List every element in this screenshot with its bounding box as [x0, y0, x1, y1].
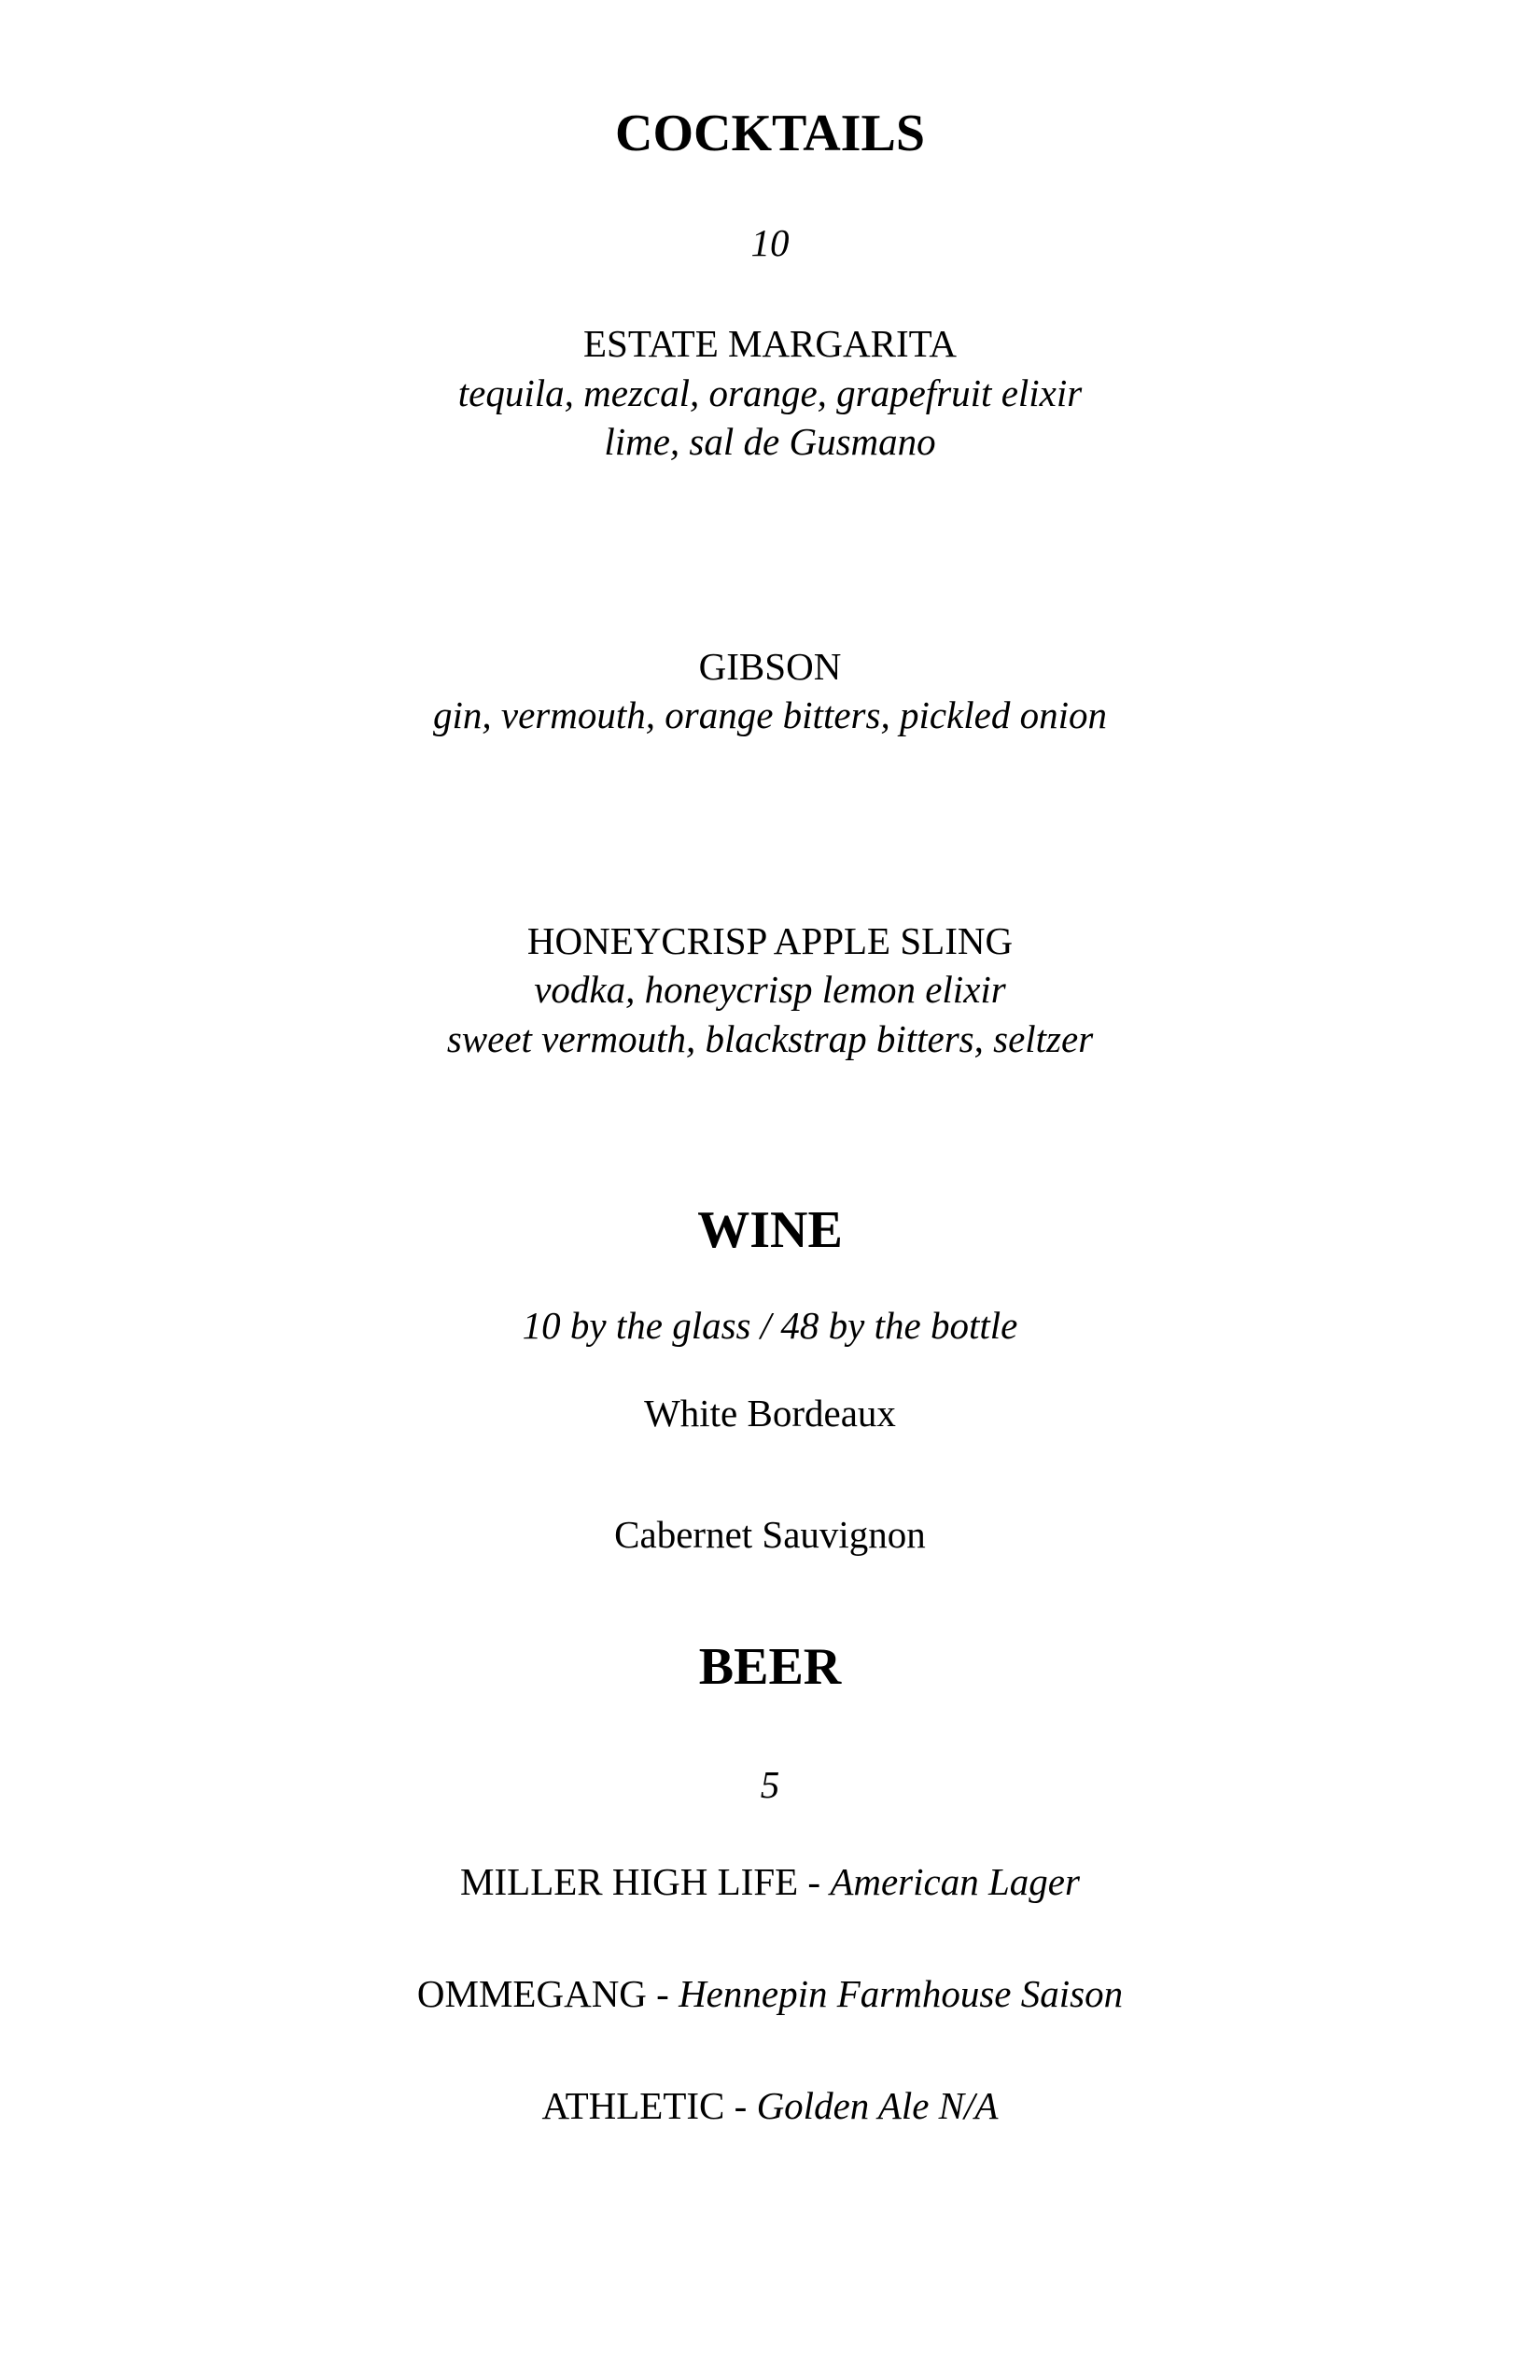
- menu-item-description: sweet vermouth, blackstrap bitters, seltzer: [446, 1017, 1094, 1060]
- menu-item-description: gin, vermouth, orange bitters, pickled onion: [433, 693, 1107, 736]
- beer-item-name: MILLER HIGH LIFE: [460, 1860, 799, 1903]
- beer-item-name: ATHLETIC: [541, 2084, 725, 2127]
- beer-item-separator: -: [798, 1860, 831, 1903]
- menu-item-description: vodka, honeycrisp lemon elixir: [534, 968, 1006, 1011]
- beer-item: [0, 1972, 1540, 2015]
- menu-item-name: GIBSON: [698, 645, 842, 688]
- wine-price: 10 by the glass / 48 by the bottle: [522, 1304, 1018, 1347]
- beer-item-style: Golden Ale N/A: [756, 2084, 999, 2127]
- beer-price: 5: [760, 1763, 780, 1806]
- beer-heading: BEER: [698, 1638, 842, 1696]
- wine-item: White Bordeaux: [644, 1392, 896, 1435]
- beer-item-style: Hennepin Farmhouse Saison: [679, 1972, 1124, 2015]
- cocktails-price: 10: [750, 221, 790, 264]
- wine-heading: WINE: [697, 1201, 843, 1259]
- menu-item-name: ESTATE MARGARITA: [582, 322, 957, 365]
- menu-item-name: HONEYCRISP APPLE SLING: [526, 919, 1014, 962]
- beer-item-separator: -: [646, 1972, 679, 2015]
- menu-item-description: tequila, mezcal, orange, grapefruit elixir: [457, 371, 1083, 414]
- beer-item-separator: -: [724, 2084, 757, 2127]
- menu-item-description: lime, sal de Gusmano: [604, 420, 936, 463]
- beer-item-name: OMMEGANG: [416, 1972, 647, 2015]
- wine-item: Cabernet Sauvignon: [614, 1513, 926, 1556]
- beer-item: [0, 1860, 1540, 1903]
- beer-item: [0, 2084, 1540, 2127]
- cocktails-heading: COCKTAILS: [615, 105, 925, 162]
- beer-item-style: American Lager: [830, 1860, 1080, 1903]
